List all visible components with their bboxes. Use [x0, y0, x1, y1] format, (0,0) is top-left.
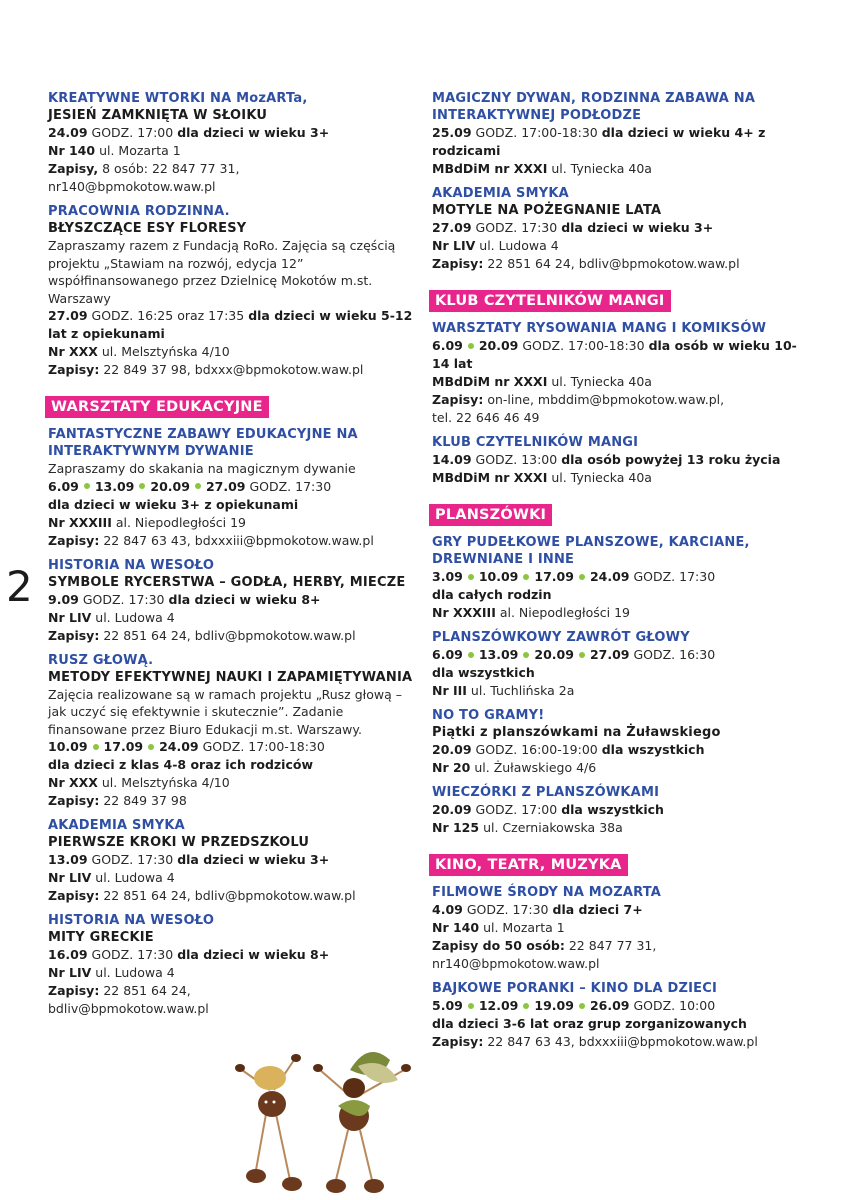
event-phone: tel. 22 646 46 49 — [432, 410, 540, 425]
event-venue: Nr LIV ul. Ludowa 4 — [48, 870, 175, 885]
event-venue: MBdDiM nr XXXI ul. Tyniecka 40a — [432, 161, 652, 176]
event-audience: dla dzieci w wieku 3+ z opiekunami — [48, 496, 299, 512]
event-schedule: 27.09 GODZ. 16:25 oraz 17:35 dla dzieci w wieku 5-12 lat z opiekunami — [48, 308, 413, 341]
event-schedule: 14.09 GODZ. 13:00 dla osób powyżej 13 roku życia — [432, 452, 781, 467]
event-subtitle: PIERWSZE KROKI W PRZEDSZKOLU — [48, 835, 310, 850]
event-venue: Nr LIV ul. Ludowa 4 — [48, 965, 175, 980]
left-column — [48, 90, 420, 1025]
event-title: RUSZ GŁOWĄ. — [48, 652, 154, 668]
event-title: PRACOWNIA RODZINNA. — [48, 204, 230, 219]
event-title: BAJKOWE PORANKI – KINO DLA DZIECI — [432, 981, 718, 996]
event-venue: Nr LIV ul. Ludowa 4 — [48, 609, 175, 625]
event-pracownia-rodzinna — [48, 203, 420, 379]
chestnut-figure-left — [235, 1054, 302, 1191]
event-signup: Zapisy: 22 847 63 43, bdxxxiii@bpmokotow.waw.pl — [432, 1034, 758, 1049]
event-subtitle: BŁYSZCZĄCE ESY FLORESY — [48, 221, 247, 236]
event-signup: Zapisy: 22 847 63 43, bdxxxiii@bpmokotow.waw.pl — [48, 532, 374, 548]
event-filmowe-srody — [432, 884, 812, 973]
event-schedule: 20.09 GODZ. 16:00-19:00 dla wszystkich — [432, 742, 705, 757]
event-description: Zajęcia realizowane są w ramach projektu „Rusz głową – jak uczyć się efektywnie i skutecznie”. Zadanie finansowane przez Biuro Edukacji m.st. Warszawy. — [48, 686, 402, 737]
event-schedule: 20.09 GODZ. 17:00 dla wszystkich — [432, 802, 664, 817]
event-schedule: 6.09 20.09 GODZ. 17:00-18:30 dla osób w wieku 10-14 lat — [432, 338, 797, 371]
event-akademia-smyka-motyle — [432, 185, 812, 273]
event-description: Zapraszamy do skakania na magicznym dywanie — [48, 461, 356, 476]
event-venue: Nr XXX ul. Melsztyńska 4/10 — [48, 344, 230, 359]
event-schedule: 6.09 13.09 20.09 27.09 GODZ. 16:30 — [432, 647, 716, 662]
event-schedule: 27.09 GODZ. 17:30 dla dzieci w wieku 3+ — [432, 220, 714, 235]
event-subtitle: METODY EFEKTYWNEJ NAUKI I ZAPAMIĘTYWANIA — [48, 669, 413, 685]
event-gry-pudelkowe — [432, 534, 812, 622]
event-audience: dla wszystkich — [432, 665, 535, 680]
event-title: FANTASTYCZNE ZABAWY EDUKACYJNE NA INTERAKTYWNYM DYWANIE — [48, 427, 358, 459]
event-title: AKADEMIA SMYKA — [48, 818, 185, 833]
page-number: 2 — [6, 562, 33, 611]
event-title: HISTORIA NA WESOŁO — [48, 913, 215, 928]
event-signup: Zapisy: 22 851 64 24, bdliv@bpmokotow.waw.pl — [48, 627, 356, 643]
event-venue: Nr 140 ul. Mozarta 1 — [432, 920, 565, 935]
event-audience: dla całych rodzin — [432, 587, 552, 602]
event-rusz-glowa — [48, 652, 420, 811]
event-venue: MBdDiM nr XXXI ul. Tyniecka 40a — [432, 374, 652, 389]
event-subtitle: MOTYLE NA POŻEGNANIE LATA — [432, 203, 662, 218]
event-venue: MBdDiM nr XXXI ul. Tyniecka 40a — [432, 470, 652, 485]
event-warsztaty-mang — [432, 320, 812, 427]
section-header-planszowki: PLANSZÓWKI — [429, 504, 552, 526]
event-klub-mangi — [432, 434, 812, 487]
event-venue: Nr 140 ul. Mozarta 1 — [48, 143, 181, 158]
event-schedule: 4.09 GODZ. 17:30 dla dzieci 7+ — [432, 902, 643, 917]
event-historia-mity — [48, 912, 420, 1018]
event-title: MAGICZNY DYWAN, RODZINNA ZABAWA NA INTERAKTYWNEJ PODŁODZE — [432, 91, 756, 123]
section-header-kino: KINO, TEATR, MUZYKA — [429, 854, 628, 876]
event-schedule: 25.09 GODZ. 17:00-18:30 dla dzieci w wieku 4+ z rodzicami — [432, 125, 766, 158]
event-schedule: 16.09 GODZ. 17:30 dla dzieci w wieku 8+ — [48, 947, 330, 962]
event-email: bdliv@bpmokotow.waw.pl — [48, 1001, 209, 1016]
event-schedule: 5.09 12.09 19.09 26.09 GODZ. 10:00 — [432, 998, 716, 1013]
chestnut-figures-illustration — [232, 1030, 412, 1200]
event-fantastyczne-zabawy — [48, 426, 420, 550]
event-akademia-smyka-przedszkole — [48, 817, 420, 905]
section-header-warsztaty: WARSZTATY EDUKACYJNE — [45, 396, 269, 418]
event-kreatywne-wtorki — [48, 90, 420, 196]
event-title: NO TO GRAMY! — [432, 708, 545, 723]
event-subtitle: SYMBOLE RYCERSTWA – GODŁA, HERBY, MIECZE — [48, 574, 406, 590]
event-audience: dla dzieci 3-6 lat oraz grup zorganizowanych — [432, 1016, 747, 1031]
event-signup: Zapisy: 22 849 37 98 — [48, 793, 187, 808]
event-schedule: 9.09 GODZ. 17:30 dla dzieci w wieku 8+ — [48, 591, 321, 607]
event-schedule: 13.09 GODZ. 17:30 dla dzieci w wieku 3+ — [48, 852, 330, 867]
event-title: AKADEMIA SMYKA — [432, 186, 569, 201]
event-title: KREATYWNE WTORKI NA MozARTa, — [48, 91, 308, 106]
event-venue: Nr XXXIII al. Niepodległości 19 — [432, 605, 630, 620]
event-venue: Nr LIV ul. Ludowa 4 — [432, 238, 559, 253]
event-signup: Zapisy: 22 851 64 24, bdliv@bpmokotow.waw.pl — [48, 888, 356, 903]
event-title: GRY PUDEŁKOWE PLANSZOWE, KARCIANE, DREWNIANE I INNE — [432, 535, 750, 567]
event-subtitle: MITY GRECKIE — [48, 930, 154, 945]
event-title: WIECZÓRKI Z PLANSZÓWKAMI — [432, 785, 660, 800]
right-column — [432, 90, 812, 1058]
event-email: nr140@bpmokotow.waw.pl — [432, 956, 600, 971]
chestnut-figure-right — [313, 1052, 411, 1193]
event-schedule: 24.09 GODZ. 17:00 dla dzieci w wieku 3+ — [48, 125, 330, 140]
event-wieczorki — [432, 784, 812, 837]
event-signup: Zapisy: on-line, mbddim@bpmokotow.waw.pl, — [432, 392, 725, 407]
section-header-klub-mangi: KLUB CZYTELNIKÓW MANGI — [429, 290, 671, 312]
event-subtitle: Piątki z planszówkami na Żuławskiego — [432, 725, 721, 740]
event-schedule: 3.09 10.09 17.09 24.09 GODZ. 17:30 — [432, 569, 716, 584]
event-signup: Zapisy: 22 849 37 98, bdxxx@bpmokotow.waw.pl — [48, 362, 364, 377]
event-signup: Zapisy: 22 851 64 24, — [48, 983, 191, 998]
event-title: WARSZTATY RYSOWANIA MANG I KOMIKSÓW — [432, 321, 767, 336]
event-venue: Nr 20 ul. Żuławskiego 4/6 — [432, 760, 597, 775]
event-magiczny-dywan — [432, 90, 812, 178]
event-venue: Nr XXXIII al. Niepodległości 19 — [48, 514, 246, 530]
event-signup: Zapisy do 50 osób: 22 847 77 31, — [432, 938, 657, 953]
event-description: Zapraszamy razem z Fundacją RoRo. Zajęcia są częścią projektu „Stawiam na rozwój, edycja 12” współfinansowanego przez Dzielnicę Mokotów m.st. Warszawy — [48, 238, 396, 306]
event-title: HISTORIA NA WESOŁO — [48, 557, 215, 573]
event-schedule: 6.09 13.09 20.09 27.09 GODZ. 17:30 — [48, 478, 332, 494]
event-zawrot-glowy — [432, 629, 812, 700]
event-title: KLUB CZYTELNIKÓW MANGI — [432, 435, 639, 450]
event-title: PLANSZÓWKOWY ZAWRÓT GŁOWY — [432, 630, 690, 645]
event-bajkowe-poranki — [432, 980, 812, 1051]
event-signup: Zapisy, 8 osób: 22 847 77 31, — [48, 161, 240, 176]
event-audience: dla dzieci z klas 4-8 oraz ich rodziców — [48, 757, 314, 772]
event-signup: Zapisy: 22 851 64 24, bdliv@bpmokotow.waw.pl — [432, 256, 740, 271]
event-venue: Nr III ul. Tuchlińska 2a — [432, 683, 575, 698]
event-historia-symbole — [48, 557, 420, 645]
event-email: nr140@bpmokotow.waw.pl — [48, 179, 216, 194]
event-schedule: 10.09 17.09 24.09 GODZ. 17:00-18:30 — [48, 739, 325, 754]
event-venue: Nr XXX ul. Melsztyńska 4/10 — [48, 775, 230, 790]
event-venue: Nr 125 ul. Czerniakowska 38a — [432, 820, 623, 835]
event-title: FILMOWE ŚRODY NA MOZARTA — [432, 885, 662, 900]
event-subtitle: JESIEŃ ZAMKNIĘTA W SŁOIKU — [48, 108, 268, 123]
event-no-to-gramy — [432, 707, 812, 777]
